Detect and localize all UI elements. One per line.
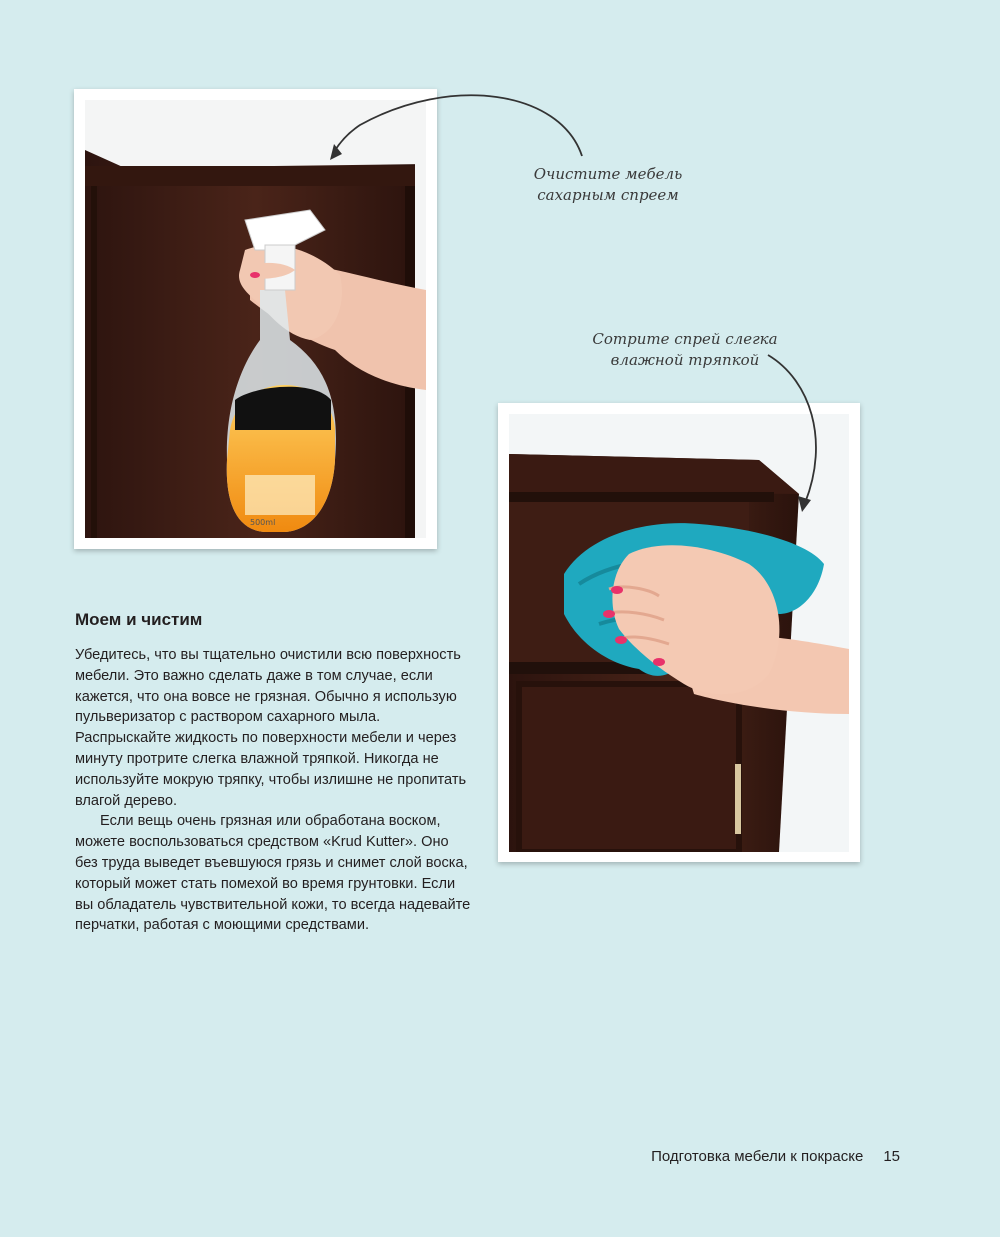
wiping-cloth-illustration	[509, 414, 849, 852]
callout-line: Очистите мебель	[533, 165, 683, 183]
callout-line: влажной тряпкой	[610, 351, 760, 369]
page-number: 15	[883, 1148, 900, 1165]
callout-line: сахарным спреем	[537, 186, 679, 204]
callout-spray	[528, 164, 688, 206]
photo-wipe-cleaning	[498, 403, 860, 862]
bottle-volume-label: 500ml	[250, 518, 276, 527]
paragraph: Если вещь очень грязная или обработана воском, можете воспользоваться средством «Krud Kutter». Оно без труда выведет въевшуюся грязь и снимет слой воска, который может стать помехой во время грунтовки. Если вы обладатель чувствительной кожи, то всегда надевайте перчатки, работая с моющими средствами.	[75, 813, 471, 934]
callout-line: Сотрите спрей слегка	[592, 330, 778, 348]
body-text	[75, 645, 475, 936]
callout-wipe	[590, 329, 780, 371]
spray-bottle-illustration	[85, 100, 426, 538]
section-heading: Моем и чистим	[75, 610, 203, 629]
paragraph: Убедитесь, что вы тщательно очистили всю поверхность мебели. Это важно сделать даже в том случае, если кажется, что она вовсе не грязная. Обычно я использую пульверизатор с раствором сахарного мыла. Распрыскайте жидкость по поверхности мебели и через минуту протрите слегка влажной тряпкой. Никогда не используйте мокрую тряпку, чтобы излишне не пропитать влагой дерево.	[75, 647, 467, 809]
chapter-title: Подготовка мебели к покраске	[651, 1148, 864, 1165]
page-footer	[560, 1148, 900, 1165]
photo-spray-cleaning	[74, 89, 437, 549]
